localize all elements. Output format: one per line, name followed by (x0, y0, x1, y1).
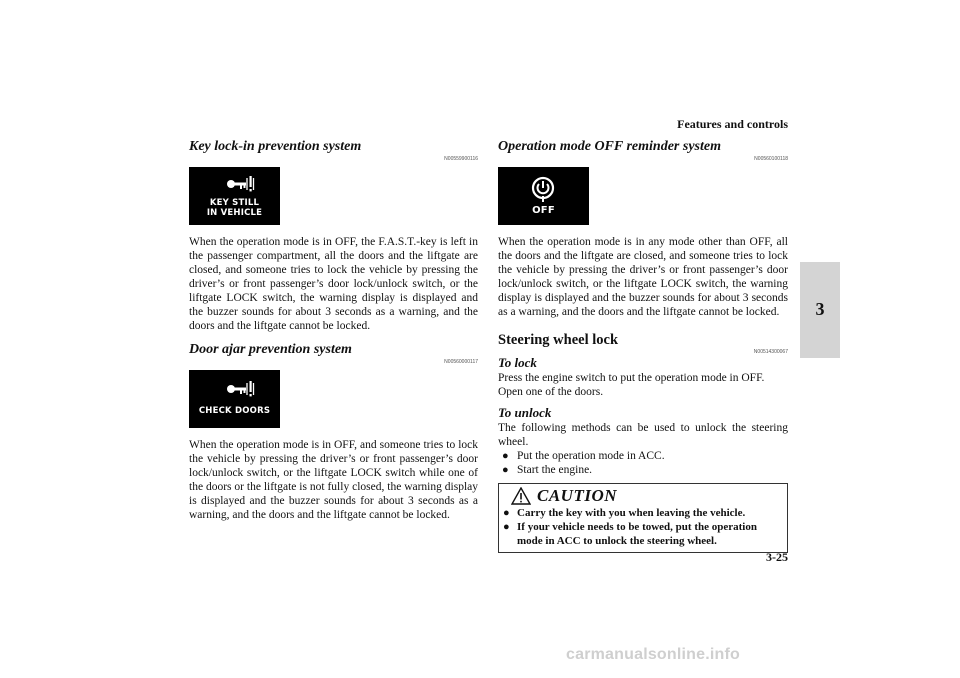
key-warning-icon (225, 173, 255, 195)
section-code: N00560100118 (754, 156, 788, 162)
key-still-in-vehicle-display (189, 167, 280, 225)
right-column (498, 138, 788, 553)
section-title: Steering wheel lock (498, 332, 619, 348)
section-code: N00514300067 (753, 349, 788, 355)
display-text: OFF (532, 205, 555, 216)
section-title: Operation mode OFF reminder system (498, 139, 721, 154)
check-doors-display (189, 370, 280, 428)
section-code: N00559900116 (444, 156, 478, 162)
display-text: CHECK DOORS (198, 406, 271, 416)
caution-item-text: Carry the key with you when leaving the vehicle. (517, 507, 746, 519)
door-ajar-section (189, 341, 478, 522)
off-display (498, 167, 589, 225)
section-title: Door ajar prevention system (189, 342, 352, 357)
to-unlock-intro: The following methods can be used to unlock the steering wheel. (498, 422, 788, 448)
key-warning-icon (225, 378, 255, 400)
chapter-tab (800, 262, 840, 358)
list-item-text: Put the operation mode in ACC. (517, 450, 665, 462)
to-lock-title: To lock (498, 355, 537, 370)
caution-item-text: If your vehicle needs to be towed, put the operation mode in ACC to unlock the steering wheel. (517, 521, 757, 547)
list-item (498, 449, 788, 463)
bullet-icon: ● (503, 521, 510, 533)
display-text-line2: IN VEHICLE (206, 208, 263, 218)
section-body: When the operation mode is in any mode other than OFF, all the doors and the liftgate are closed, and someone tries to lock the vehicle by pressing the driver’s or front passenger’s door lock/unlock switch, or the liftgate LOCK switch, the warning display is displayed and the buzzer sounds for about 3 seconds as a warning, and the doors and the liftgate cannot be locked. (498, 236, 788, 318)
page-header: Features and controls (677, 117, 788, 131)
caution-item (503, 506, 783, 520)
caution-item (503, 520, 783, 548)
warning-triangle-icon (511, 487, 531, 505)
bullet-icon: ● (502, 450, 509, 462)
display-text-line1: KEY STILL (209, 198, 260, 208)
bullet-icon: ● (502, 464, 509, 476)
caution-title: CAUTION (537, 486, 618, 505)
list-item-text: Start the engine. (517, 464, 593, 476)
chapter-number: 3 (815, 299, 825, 319)
caution-box (498, 483, 788, 553)
list-item (498, 463, 788, 477)
page-number: 3-25 (766, 550, 788, 564)
watermark: carmanualsonline.info (566, 646, 741, 663)
section-body: When the operation mode is in OFF, the F.A.S.T.-key is left in the passenger compartment, all the doors and the liftgate are closed, and someone tries to lock the vehicle by pressing the driver’s or front passenger’s door lock/unlock switch, or the liftgate LOCK switch, the warning display is displayed and the buzzer sounds for about 3 seconds as a warning, and the doors and the liftgate cannot be locked. (189, 236, 478, 332)
to-lock-line1: Press the engine switch to put the operation mode in OFF. (498, 372, 765, 384)
engine-switch-icon (530, 175, 556, 203)
to-lock-line2: Open one of the doors. (498, 386, 604, 398)
to-unlock-title: To unlock (498, 405, 552, 420)
caution-header (503, 486, 783, 506)
off-reminder-section (498, 138, 788, 319)
steering-lock-section (498, 331, 788, 553)
section-body: When the operation mode is in OFF, and someone tries to lock the vehicle by pressing the driver’s or front passenger’s door lock/unlock switch, or the liftgate LOCK switch while one of the doors or the liftgate is not fully closed, the warning display is displayed and the buzzer sounds for about 3 seconds as a warning, and the doors and the liftgate cannot be locked. (189, 439, 478, 521)
section-code: N00560000117 (444, 359, 478, 365)
bullet-icon: ● (503, 507, 510, 519)
key-lockin-section (189, 138, 478, 333)
left-column (189, 138, 478, 522)
section-title: Key lock-in prevention system (189, 139, 362, 154)
